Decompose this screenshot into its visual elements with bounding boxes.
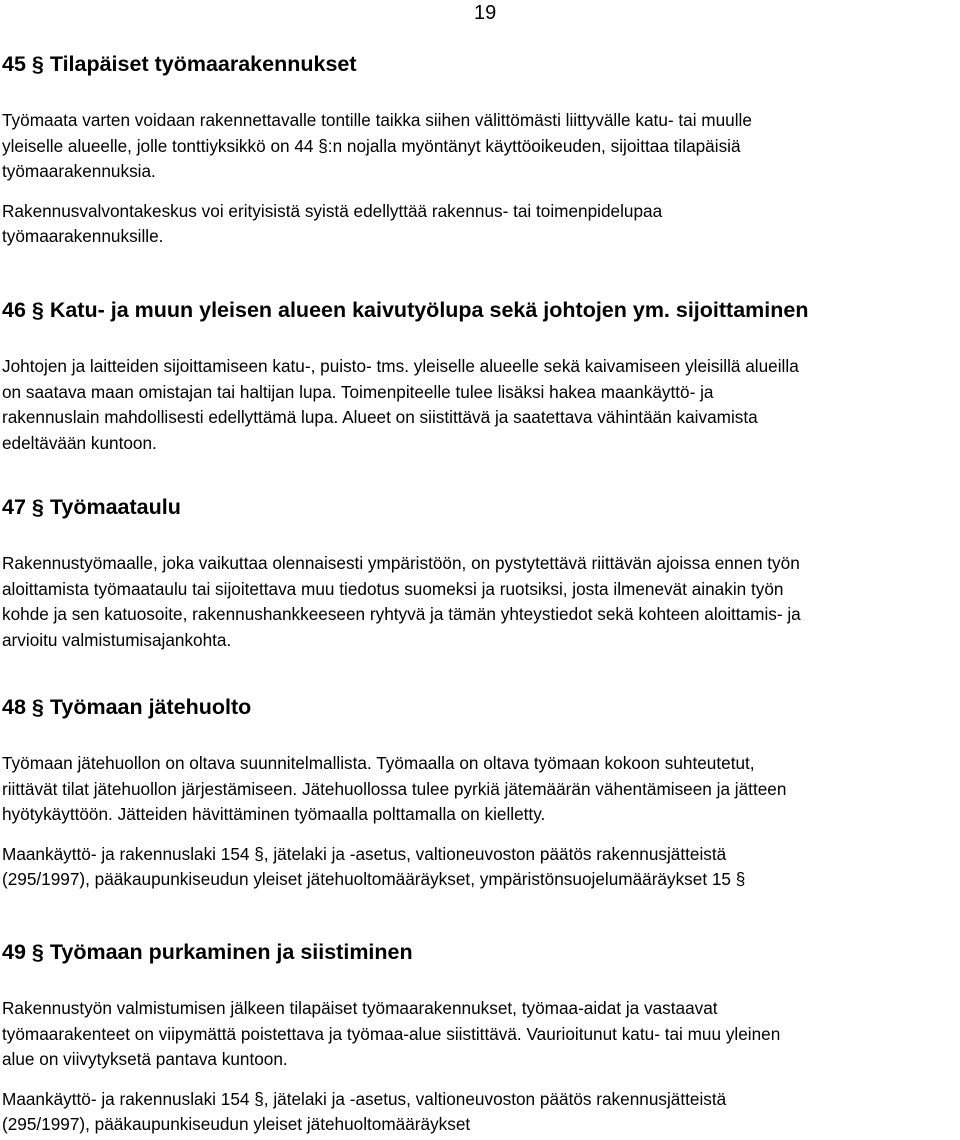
section-45: [2, 50, 960, 250]
paragraph: [2, 199, 960, 250]
section-heading: 49 § Työmaan purkaminen ja siistiminen: [2, 940, 413, 964]
section-49: [2, 938, 960, 1138]
text-line: Rakennusvalvontakeskus voi erityisistä syistä edellyttää rakennus- tai toimenpidelupaa: [2, 200, 663, 221]
text-line: on saatava maan omistajan tai haltijan lupa. Toimenpiteelle tulee lisäksi hakea maankäyttö- ja: [2, 381, 714, 402]
text-line: työmaarakennuksia.: [2, 161, 156, 182]
text-line: Maankäyttö- ja rakennuslaki 154 §, jätelaki ja -asetus, valtioneuvoston päätös rakennusjätteistä: [2, 1088, 727, 1109]
text-line: Johtojen ja laitteiden sijoittamiseen katu-, puisto- tms. yleiselle alueelle sekä kaivamiseen yleisillä alueilla: [2, 356, 799, 376]
text-line: arvioitu valmistumisajankohta.: [2, 629, 232, 650]
section-heading: 46 § Katu- ja muun yleisen alueen kaivutyölupa sekä johtojen ym. sijoittaminen: [2, 298, 809, 322]
text-line: edeltävään kuntoon.: [2, 432, 157, 453]
text-line: yleiselle alueelle, jolle tonttiyksikkö on 44 §:n nojalla myöntänyt käyttöoikeuden, sijoittaa tilapäisiä: [2, 135, 741, 156]
text-line: kohde ja sen katuosoite, rakennushankkeeseen ryhtyvä ja tämän yhteystiedot sekä kohteen aloittamis- ja: [2, 604, 801, 625]
text-line: riittävät tilat jätehuollon järjestämiseen. Jätehuollossa tulee pyrkiä jätemäärän vähentämiseen ja jätteen: [2, 778, 787, 799]
paragraph: [2, 996, 960, 1073]
text-line: Rakennustyömaalle, joka vaikuttaa olennaisesti ympäristöön, on pystytettävä riittävän ajoissa ennen työn: [2, 553, 800, 573]
paragraph: [2, 354, 960, 456]
paragraph: [2, 551, 960, 653]
section-46: [2, 296, 960, 456]
section-48: [2, 693, 960, 893]
text-line: Työmaan jätehuollon on oltava suunnitelmallista. Työmaalla on oltava työmaan kokoon suhteutetut,: [2, 753, 755, 773]
paragraph: [2, 751, 960, 828]
section-heading: 45 § Tilapäiset työmaarakennukset: [2, 52, 357, 76]
text-line: työmaarakennuksille.: [2, 226, 164, 247]
paragraph: [2, 842, 960, 893]
text-line: (295/1997), pääkaupunkiseudun yleiset jätehuoltomääräykset: [2, 1114, 471, 1135]
text-line: työmaarakenteet on viipymättä poistettava ja työmaa-alue siistittävä. Vaurioitunut katu- tai muu yleinen: [2, 1023, 781, 1044]
text-line: Rakennustyön valmistumisen jälkeen tilapäiset työmaarakennukset, työmaa-aidat ja vastaavat: [2, 998, 718, 1018]
text-line: Maankäyttö- ja rakennuslaki 154 §, jätelaki ja -asetus, valtioneuvoston päätös rakennusjätteistä: [2, 843, 727, 864]
paragraph: [2, 108, 960, 185]
paragraph: [2, 1087, 960, 1138]
section-47: [2, 493, 960, 653]
text-line: aloittamista työmaataulu tai sijoitettava muu tiedotus suomeksi ja ruotsiksi, josta ilmenevät ainakin työn: [2, 578, 784, 599]
text-line: Työmaata varten voidaan rakennettavalle tontille taikka siihen välittömästi liittyvälle katu- tai muulle: [2, 110, 752, 130]
page-number: 19: [474, 2, 497, 24]
section-heading: 47 § Työmaataulu: [2, 495, 181, 519]
section-heading: 48 § Työmaan jätehuolto: [2, 695, 252, 719]
text-line: rakennuslain mahdollisesti edellyttämä lupa. Alueet on siistittävä ja saatettava vähintään kaivamista: [2, 407, 758, 428]
text-line: alue on viivytyksetä pantava kuntoon.: [2, 1049, 288, 1070]
text-line: (295/1997), pääkaupunkiseudun yleiset jätehuoltomääräykset, ympäristönsuojelumääräykset 15 §: [2, 869, 746, 890]
text-line: hyötykäyttöön. Jätteiden hävittäminen työmaalla polttamalla on kielletty.: [2, 804, 546, 825]
